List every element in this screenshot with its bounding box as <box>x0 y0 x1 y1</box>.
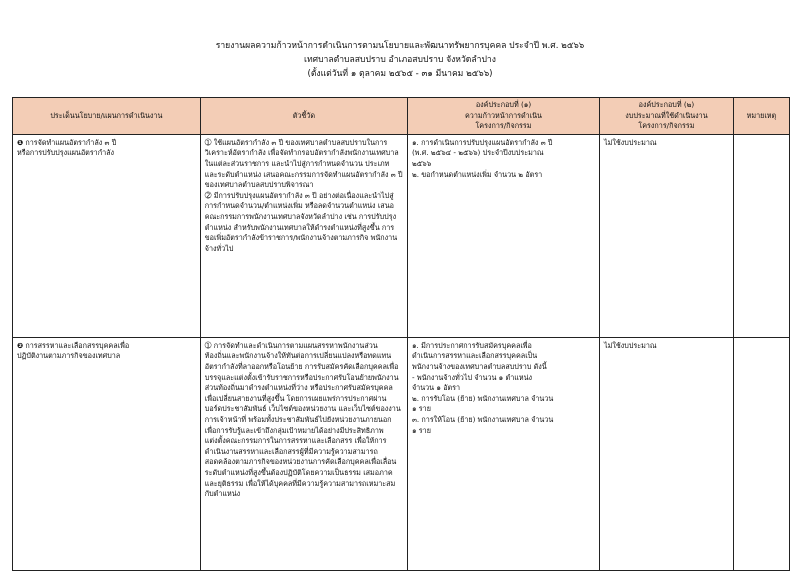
report-subtitle-period: (ตั้งแต่วันที่ ๑ ตุลาคม ๒๕๖๕ - ๓๑ มีนาคม ๒๕๖๖) <box>307 69 493 79</box>
indicator-text: บรรจุและแต่งตั้งเข้ารับราชการหรือประกาศรับโอนย้ายพนักงาน <box>204 372 399 382</box>
indicator-text: ดำเนินงานสรรหาและเลือกสรรผู้ที่มีความรู้ความสามารถ <box>204 446 378 456</box>
indicator-cell <box>200 134 407 337</box>
indicator-text: การกำหนดจำนวน/ตำแหน่งเพิ่ม หรือลดจำนวนตำแหน่ง เสนอ <box>204 201 394 211</box>
progress-text: (พ.ศ. ๒๕๖๔ - ๒๕๖๖) ประจำปีงบประมาณ <box>411 148 544 158</box>
circled-2-icon: ➁ <box>204 190 212 200</box>
progress-table <box>12 97 790 571</box>
progress-text: ดำเนินการสรรหาและเลือกสรรบุคคลเป็น <box>411 351 538 361</box>
circled-1-icon: ➀ <box>204 137 212 147</box>
policy-cell <box>13 134 201 337</box>
header-progress-line: ความก้าวหน้าการดำเนิน <box>465 110 542 120</box>
indicator-text: การเจ้าหน้าที่ พร้อมทั้งประชาสัมพันธ์ไปยังหน่วยงานภายนอก <box>204 414 392 424</box>
header-budget <box>600 98 734 135</box>
indicator-text: วิเคราะห์อัตรากำลัง เพื่อจัดทำกรอบอัตรากำลังพนักงานเทศบาล <box>204 148 399 158</box>
header-progress-line: โครงการ/กิจกรรม <box>475 121 532 131</box>
progress-text: ๒๕๖๖ <box>411 158 432 168</box>
header-budget-line: องค์ประกอบที่ (๒) <box>638 100 695 109</box>
header-policy: ประเด็นนโยบาย/แผนการดำเนินงาน <box>13 98 201 135</box>
header-budget-line: โครงการ/กิจกรรม <box>638 121 695 131</box>
note-cell <box>733 134 789 337</box>
indicator-text: อัตรากำลังที่ลาออกหรือโอนย้าย การรับสมัครคัดเลือกบุคคลเพื่อ <box>204 361 399 371</box>
policy-cell <box>13 337 201 570</box>
indicator-text: คณะกรรมการพนักงานเทศบาลจังหวัดลำปาง เช่น การปรับปรุง <box>204 211 397 221</box>
indicator-text: ระดับตำแหน่งที่สูงขึ้นต้องปฏิบัติโดยความเป็นธรรม เสมอภาค <box>204 467 393 477</box>
indicator-text: ท้องถิ่นและพนักงานจ้างให้ทันต่อการเปลี่ยนแปลงหรือทดแทน <box>204 351 392 361</box>
indicator-text: กับตำแหน่ง <box>204 489 241 499</box>
indicator-cell <box>200 337 407 570</box>
indicator-text: ขอเพิ่มอัตรากำลังข้าราชการ/พนักงานจ้างตามภารกิจ พนักงาน <box>204 233 398 243</box>
indicator-text: เพื่อการรับรู้และเข้าถึงกลุ่มเป้าหมายได้อย่างมีประสิทธิภาพ <box>204 425 384 435</box>
indicator-text: ตำแหน่ง สำหรับพนักงานเทศบาลให้ดำรงตำแหน่งที่สูงขึ้น การ <box>204 222 395 232</box>
policy-text: หรือการปรับปรุงแผนอัตรากำลัง <box>17 148 115 158</box>
progress-text: ๑ ราย <box>411 404 431 414</box>
indicator-text: และระดับตำแหน่ง เสนอคณะกรรมการจัดทำแผนอัตรากำลัง ๓ ปี <box>204 169 403 179</box>
progress-text: ๑. มีการประกาศการรับสมัครบุคคลเพื่อ <box>411 340 532 350</box>
table-row <box>13 134 790 337</box>
header-indicator: ตัวชี้วัด <box>200 98 407 135</box>
progress-text: - พนักงานจ้างทั่วไป จำนวน ๑ ตำแหน่ง <box>411 372 533 382</box>
indicator-text: และยุติธรรม เพื่อให้ได้บุคคลที่มีความรู้ความสามารถเหมาะสม <box>204 478 396 488</box>
progress-cell <box>407 337 599 570</box>
progress-text: ๓. การให้โอน (ย้าย) พนักงานเทศบาล จำนวน <box>411 414 554 424</box>
indicator-text: สอดคล้องตามภารกิจของหน่วยงานการคัดเลือกบุคคลเพื่อเลื่อน <box>204 457 397 467</box>
indicator-text: บอร์ดประชาสัมพันธ์ เว็บไซต์ของหน่วยงาน และเว็บไซต์ของงาน <box>204 404 401 414</box>
table-header-row <box>13 98 790 135</box>
note-cell <box>733 337 789 570</box>
indicator-text: แต่งตั้งคณะกรรมการในการสรรหาและเลือกสรร เพื่อให้การ <box>204 436 387 446</box>
policy-text: การจัดทำแผนอัตรากำลัง ๓ ปี <box>25 137 117 147</box>
header-progress <box>407 98 599 135</box>
indicator-text: จ้างทั่วไป <box>204 243 234 253</box>
indicator-text: ในแต่ละส่วนราชการ และนำไปสู่การกำหนดจำนวน ประเภท <box>204 158 390 168</box>
header-budget-line: งบประมาณที่ใช้ดำเนินงาน <box>625 110 708 120</box>
progress-text: ๑. การดำเนินการปรับปรุงแผนอัตรากำลัง ๓ ปี <box>411 137 553 147</box>
policy-text: ปฏิบัติงานตามภารกิจของเทศบาล <box>17 351 121 361</box>
indicator-text: ของเทศบาลตำบลสบปราบพิจารณา <box>204 180 314 190</box>
header-progress-line: องค์ประกอบที่ (๑) <box>475 100 532 109</box>
progress-text: จำนวน ๑ อัตรา <box>411 383 461 393</box>
circled-1-icon: ➀ <box>204 340 212 350</box>
indicator-text: ส่วนท้องถิ่นมาดำรงตำแหน่งที่ว่าง หรือประกาศรับสมัครบุคคล <box>204 383 393 393</box>
report-title: รายงานผลความก้าวหน้าการดำเนินการตามนโยบายและพัฒนาทรัพยากรบุคคล ประจำปี พ.ศ. ๒๕๖๖ <box>215 41 585 51</box>
table-row <box>13 337 790 570</box>
indicator-text: มีการปรับปรุงแผนอัตรากำลัง ๓ ปี อย่างต่อเนื่องและนำไปสู่ <box>213 190 394 200</box>
indicator-text: ใช้แผนอัตรากำลัง ๓ ปี ของเทศบาลตำบลสบปราบในการ <box>213 137 388 147</box>
progress-text: ๒. ขอกำหนดตำแหน่งเพิ่ม จำนวน ๒ อัตรา <box>411 169 543 179</box>
number-1-icon: ❶ <box>17 137 24 147</box>
report-subtitle-org: เทศบาลตำบลสบปราบ อำเภอสบปราบ จังหวัดลำปาง <box>304 55 496 65</box>
number-2-icon: ❷ <box>17 340 24 350</box>
progress-text: พนักงานจ้างของเทศบาลตำบลสบปราบ ดังนี้ <box>411 361 547 371</box>
budget-cell: ไม่ใช้งบประมาณ <box>600 337 734 570</box>
indicator-text: การจัดทำและดำเนินการตามแผนสรรหาพนักงานส่วน <box>213 340 378 350</box>
budget-cell: ไม่ใช้งบประมาณ <box>600 134 734 337</box>
indicator-text: เพื่อเปลี่ยนสายงานที่สูงขึ้น โดยการเผยแพร่การประกาศผ่าน <box>204 393 387 403</box>
policy-text: การสรรหาและเลือกสรรบุคคลเพื่อ <box>25 340 130 350</box>
header-note: หมายเหตุ <box>733 98 789 135</box>
progress-text: ๒. การรับโอน (ย้าย) พนักงานเทศบาล จำนวน <box>411 393 554 403</box>
progress-text: ๑ ราย <box>411 425 431 435</box>
progress-cell <box>407 134 599 337</box>
